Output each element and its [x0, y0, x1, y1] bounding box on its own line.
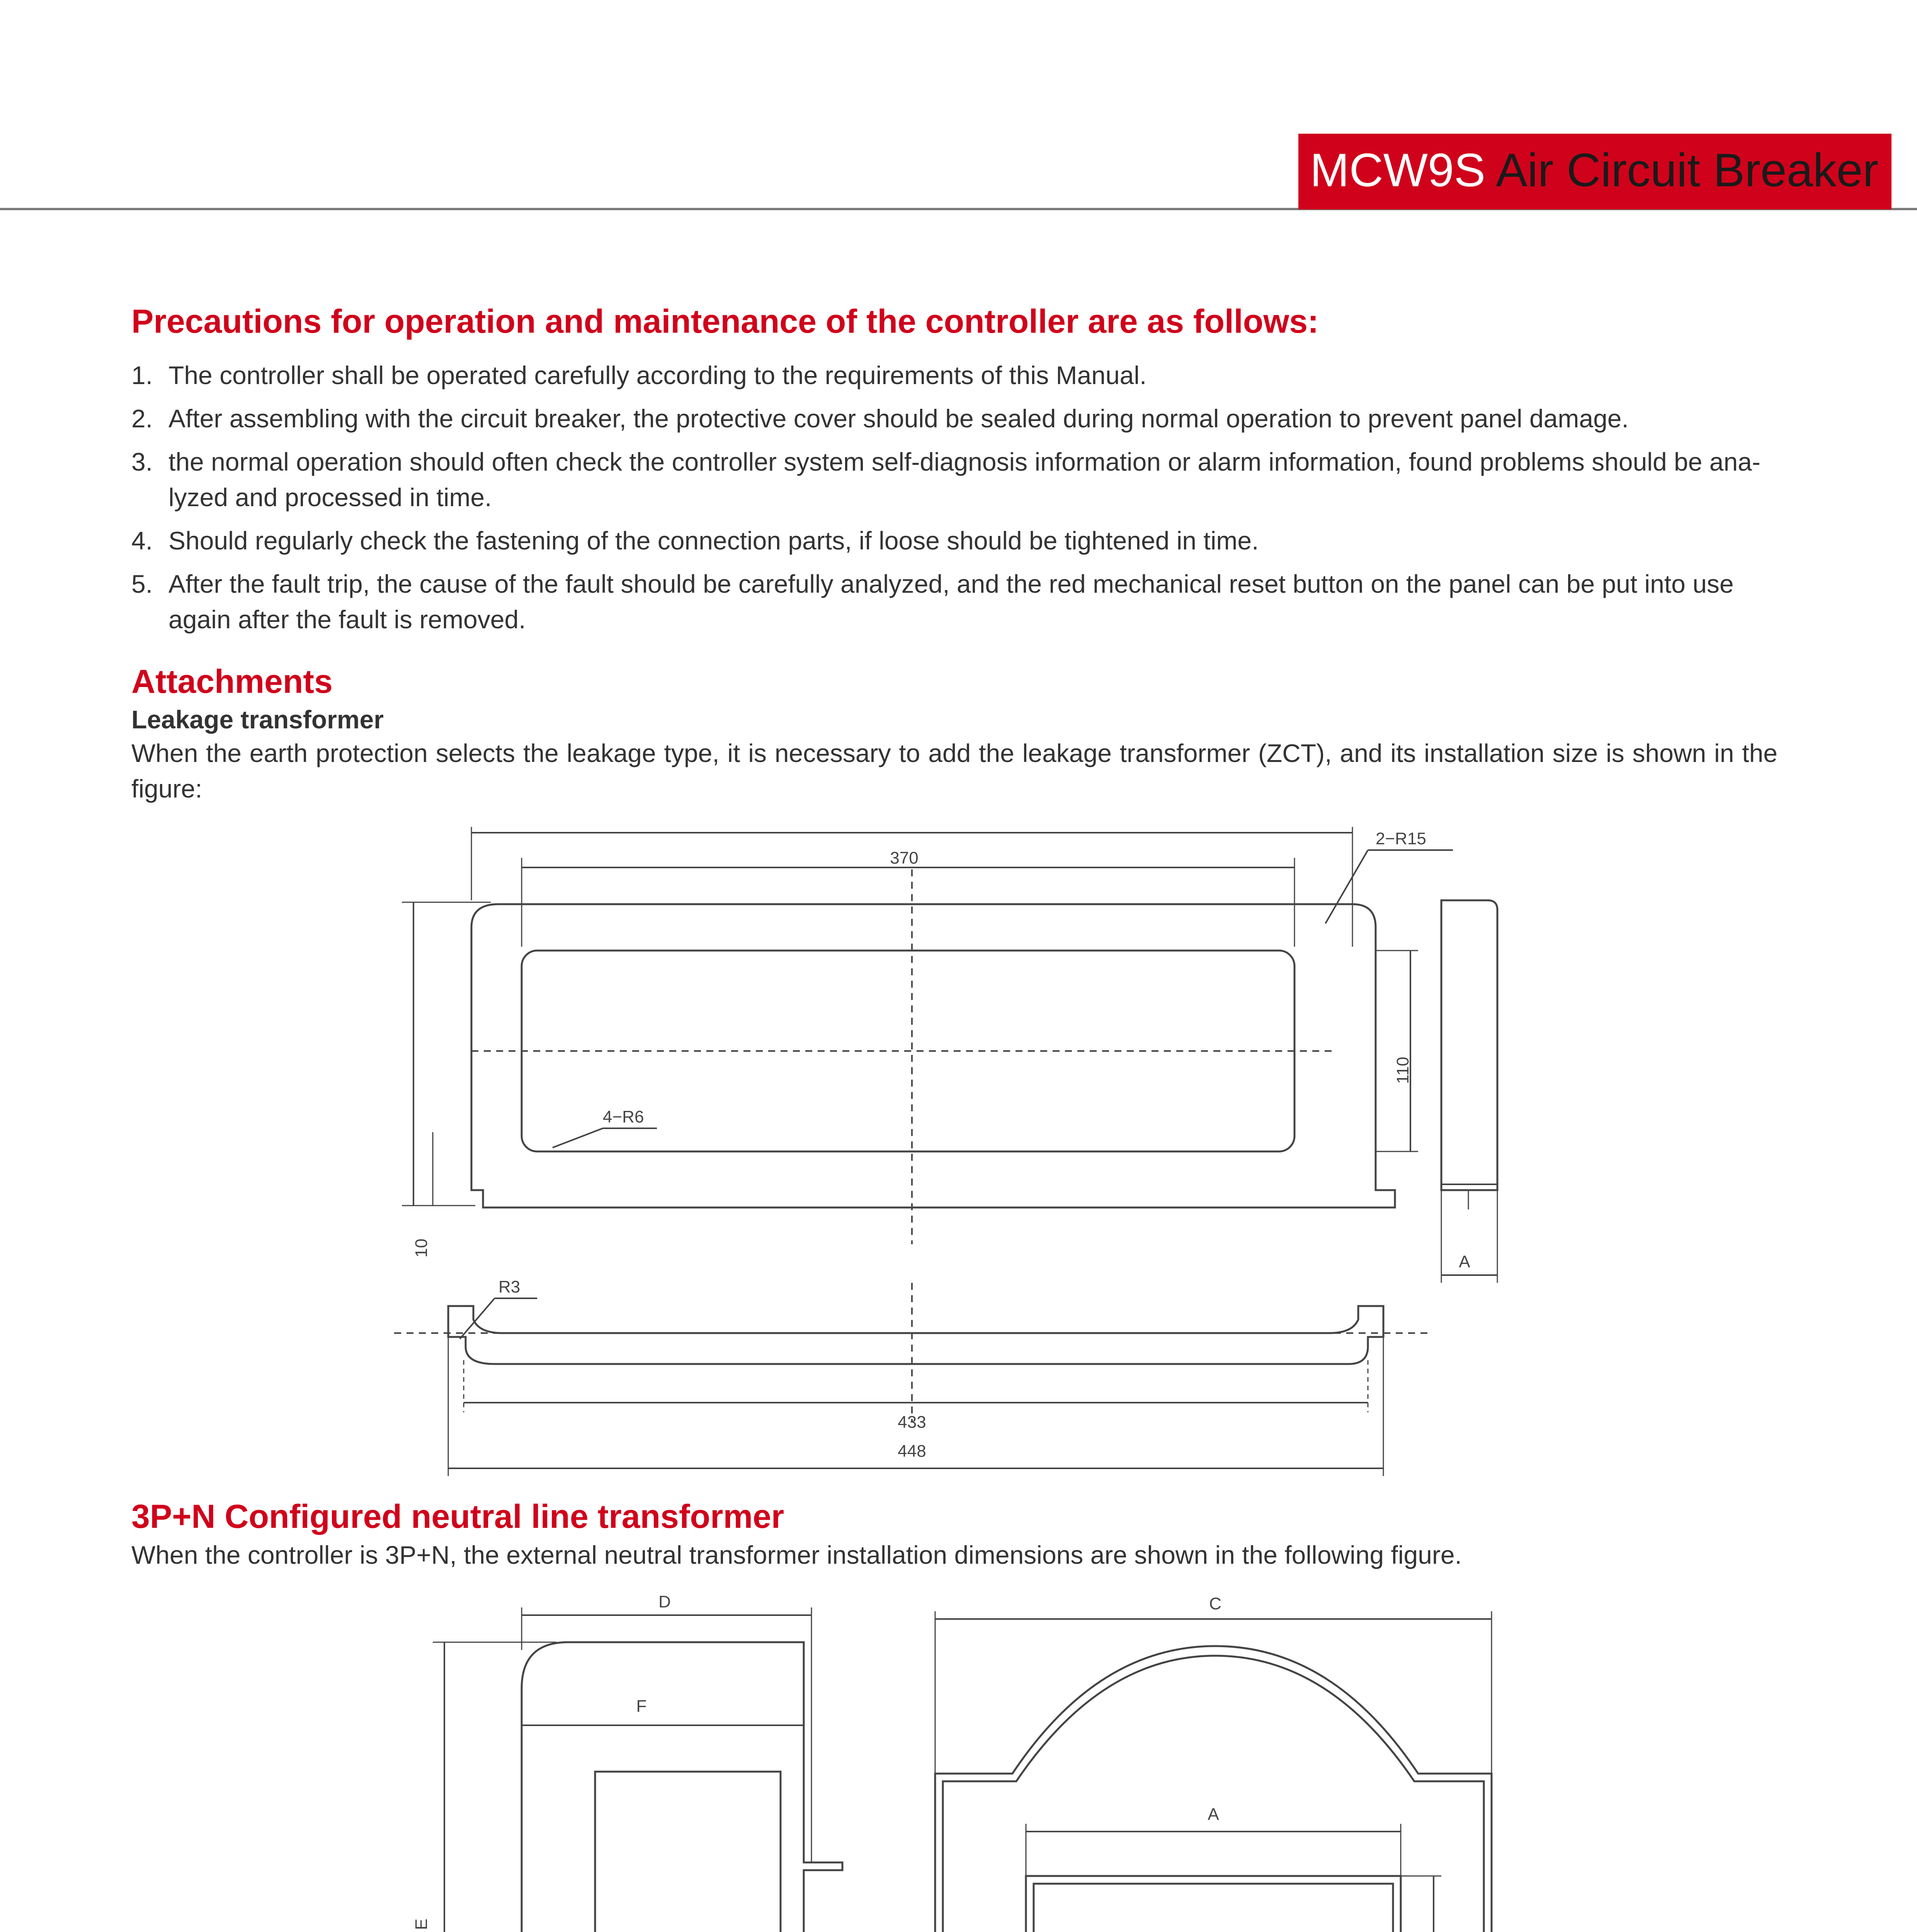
dim-448-label: 448 — [898, 1442, 926, 1461]
neutral-transformer-text: When the controller is 3P+N, the external neutral transformer installation dimensions are shown in the following figure. — [131, 1541, 1462, 1569]
precautions-list — [131, 357, 1778, 645]
list-number: 3. — [131, 447, 153, 476]
dim-370-label: 370 — [890, 849, 919, 867]
list-number: 2. — [131, 404, 153, 433]
dim-4r6-label: 4−R6 — [603, 1107, 644, 1126]
list-number: 4. — [131, 526, 153, 555]
list-text: After assembling with the circuit breaker, the protective cover should be sealed during normal operation to prevent panel damage. — [168, 404, 1629, 433]
list-item — [131, 523, 1778, 558]
dim-a-label-2: A — [1208, 1805, 1219, 1824]
dim-433-label: 433 — [898, 1413, 926, 1432]
list-text: Should regularly check the fastening of the connection parts, if loose should be tightened in time. — [168, 526, 1259, 555]
dim-110-label: 110 — [1393, 1056, 1412, 1084]
list-number: 5. — [131, 570, 153, 598]
neutral-transformer-drawing — [386, 1592, 1546, 1932]
document-title — [1310, 139, 1878, 201]
list-text: The controller shall be operated carefully according to the requirements of this Manual. — [168, 361, 1147, 389]
dim-f-label: F — [636, 1697, 647, 1716]
attachments-text: When the earth protection selects the leakage type, it is necessary to add the leakage transformer (ZCT), and its installation size is shown in the figure: — [131, 739, 1778, 803]
dim-r3-label: R3 — [498, 1277, 520, 1296]
list-item — [131, 357, 1778, 393]
list-text: After the fault trip, the cause of the fault should be carefully analyzed, and the red mechanical reset button on the panel can be put into use again after the fault is removed. — [168, 570, 1734, 634]
list-item — [131, 401, 1778, 436]
leakage-transformer-subheading: Leakage transformer — [131, 705, 384, 734]
list-item — [131, 444, 1778, 515]
list-number: 1. — [131, 361, 153, 389]
list-text: the normal operation should often check the controller system self-diagnosis information or alarm information, found problems should be ana-lyzed and processed in time. — [168, 447, 1761, 512]
leakage-transformer-drawing — [386, 819, 1507, 1484]
dim-e-label: E — [412, 1918, 431, 1930]
list-item — [131, 566, 1778, 637]
precautions-heading: Precautions for operation and maintenance of the controller are as follows: — [131, 303, 1319, 340]
product-name: Air Circuit Breaker — [1496, 144, 1879, 196]
dim-a-label: A — [1459, 1252, 1470, 1271]
attachments-heading: Attachments — [131, 663, 333, 700]
dim-d-label: D — [658, 1592, 671, 1611]
neutral-transformer-heading: 3P+N Configured neutral line transformer — [131, 1498, 784, 1535]
dim-2r15-label: 2−R15 — [1376, 829, 1426, 848]
dim-10-label: 10 — [412, 1238, 431, 1258]
dim-c-label: C — [1209, 1594, 1221, 1613]
model-name: MCW9S — [1310, 144, 1486, 196]
